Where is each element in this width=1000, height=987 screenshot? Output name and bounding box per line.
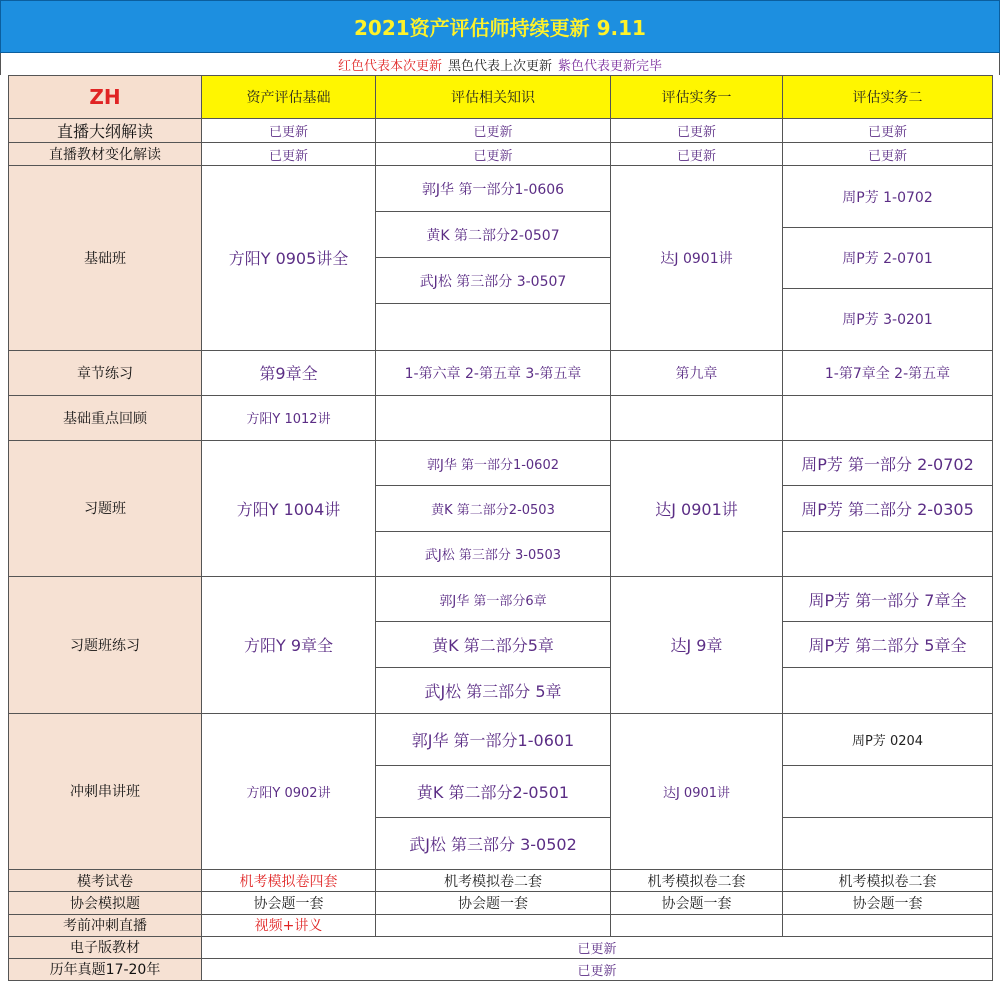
table-cell: 协会题一套: [783, 892, 993, 914]
table-cell: [783, 441, 993, 577]
row-label: 冲刺串讲班: [9, 713, 202, 870]
sub-cell: 周P芳 0204: [783, 714, 992, 766]
sub-cell: 郭J华 第一部分6章: [376, 577, 610, 623]
sub-cell: 黄K 第二部分2-0503: [376, 486, 610, 531]
color-legend: [0, 53, 1000, 75]
table-cell: 视频+讲义: [202, 914, 376, 936]
table-row: [9, 143, 993, 166]
table-row: [9, 441, 993, 577]
table-cell: 机考模拟卷二套: [376, 870, 611, 892]
row-label: 电子版教材: [9, 936, 202, 958]
sub-cell: 武J松 第三部分 3-0502: [409, 835, 577, 855]
legend-purple: 紫色代表更新完毕: [558, 58, 663, 74]
sub-cell: 周P芳 3-0201: [842, 312, 933, 329]
table-cell: [376, 166, 611, 350]
table-cell: 已更新: [376, 143, 611, 166]
table-cell: 已更新: [783, 143, 993, 166]
table-cell: 已更新: [202, 119, 376, 143]
sub-cell: 郭J华 第一部分1-0602: [376, 441, 610, 486]
table-cell: 方阳Y 1004讲: [202, 441, 376, 577]
sub-cell: 周P芳 2-0701: [783, 228, 992, 289]
table-cell: 达J 0901讲: [611, 441, 783, 577]
table-row: [9, 914, 993, 936]
table-cell: 方阳Y 0905讲全: [202, 166, 376, 350]
table-cell: 方阳Y 9章全: [202, 576, 376, 713]
table-row: [9, 958, 993, 980]
zh-header: ZH: [9, 76, 202, 119]
table-row: [9, 119, 993, 143]
legend-red: 红色代表本次更新: [337, 58, 442, 74]
table-row: [9, 395, 993, 440]
row-label: 协会模拟题: [9, 892, 202, 914]
sub-cell: 周P芳 第一部分 7章全: [783, 577, 992, 623]
table-cell: 1-第六章 2-第五章 3-第五章: [376, 350, 611, 395]
row-label: 章节练习: [9, 350, 202, 395]
table-cell: 机考模拟卷四套: [202, 870, 376, 892]
table-cell: 协会题一套: [202, 892, 376, 914]
header-row: [9, 76, 993, 119]
sub-cell: 郭J华 第一部分1-0601: [376, 714, 610, 766]
table-cell: 协会题一套: [611, 892, 783, 914]
table-cell: [783, 576, 993, 713]
table-cell: 达J 9章: [611, 576, 783, 713]
table-cell: [783, 914, 993, 936]
table-cell: 已更新: [783, 119, 993, 143]
sub-cell: [783, 532, 992, 576]
sub-cell: [783, 668, 992, 713]
table-cell: 已更新: [611, 143, 783, 166]
table-cell: [611, 395, 783, 440]
sub-cell: 周P芳 1-0702: [783, 166, 992, 227]
table-row: [9, 576, 993, 713]
course-table: [8, 75, 993, 981]
row-label: 直播教材变化解读: [9, 143, 202, 166]
col-header-knowledge: 评估相关知识: [376, 76, 611, 119]
table-cell: 第九章: [611, 350, 783, 395]
sub-cell: 黄K 第二部分2-0507: [376, 212, 610, 258]
sub-cell: 周P芳 第一部分 2-0702: [783, 441, 992, 486]
table-cell: 已更新: [376, 119, 611, 143]
table-row: [9, 892, 993, 914]
sub-cell: [376, 304, 610, 349]
table-cell: 达J 0901讲: [611, 166, 783, 350]
row-label: 考前冲刺直播: [9, 914, 202, 936]
table-cell: [376, 713, 611, 870]
table-cell: 已更新: [202, 143, 376, 166]
table-cell: [611, 914, 783, 936]
table-cell: 已更新: [202, 936, 993, 958]
row-label: 习题班练习: [9, 576, 202, 713]
sub-cell: 武J松 第三部分 3-0503: [424, 548, 562, 564]
sub-cell: 周P芳 第二部分 2-0305: [783, 486, 992, 531]
legend-black: 黑色代表上次更新: [447, 58, 552, 74]
table-cell: 已更新: [202, 958, 993, 980]
table-cell: 达J 0901讲: [611, 713, 783, 870]
table-row: [9, 870, 993, 892]
row-label: 模考试卷: [9, 870, 202, 892]
table-cell: 1-第7章全 2-第五章: [783, 350, 993, 395]
table-cell: [783, 395, 993, 440]
table-row: [9, 350, 993, 395]
row-label: 习题班: [9, 441, 202, 577]
col-header-practice-2: 评估实务二: [783, 76, 993, 119]
sub-cell: 郭J华 第一部分1-0606: [376, 166, 610, 212]
table-cell: [376, 576, 611, 713]
sub-cell: 武J松 第三部分 5章: [424, 681, 562, 701]
table-cell: 已更新: [611, 119, 783, 143]
sub-cell: 黄K 第二部分2-0501: [376, 766, 610, 818]
col-header-practice-1: 评估实务一: [611, 76, 783, 119]
table-cell: 协会题一套: [376, 892, 611, 914]
table-row: [9, 936, 993, 958]
table-cell: [376, 441, 611, 577]
sub-cell: 周P芳 第二部分 5章全: [783, 622, 992, 668]
sub-cell: 武J松 第三部分 3-0507: [376, 258, 610, 304]
sub-cell: [783, 818, 992, 869]
table-cell: [783, 713, 993, 870]
table-cell: 第9章全: [202, 350, 376, 395]
table-cell: 机考模拟卷二套: [611, 870, 783, 892]
table-cell: 方阳Y 1012讲: [202, 395, 376, 440]
sub-cell: [783, 766, 992, 818]
row-label: 基础重点回顾: [9, 395, 202, 440]
row-label: 基础班: [9, 166, 202, 350]
col-header-basics: 资产评估基础: [202, 76, 376, 119]
table-row: [9, 166, 993, 350]
sub-cell: 黄K 第二部分5章: [376, 622, 610, 668]
table-cell: [783, 166, 993, 350]
table-cell: 机考模拟卷二套: [783, 870, 993, 892]
table-row: [9, 713, 993, 870]
table-cell: [376, 395, 611, 440]
row-label: 直播大纲解读: [9, 119, 202, 143]
table-cell: 方阳Y 0902讲: [202, 713, 376, 870]
page-title: 2021资产评估师持续更新 9.11: [0, 0, 1000, 53]
table-cell: [376, 914, 611, 936]
row-label: 历年真题17-20年: [9, 958, 202, 980]
